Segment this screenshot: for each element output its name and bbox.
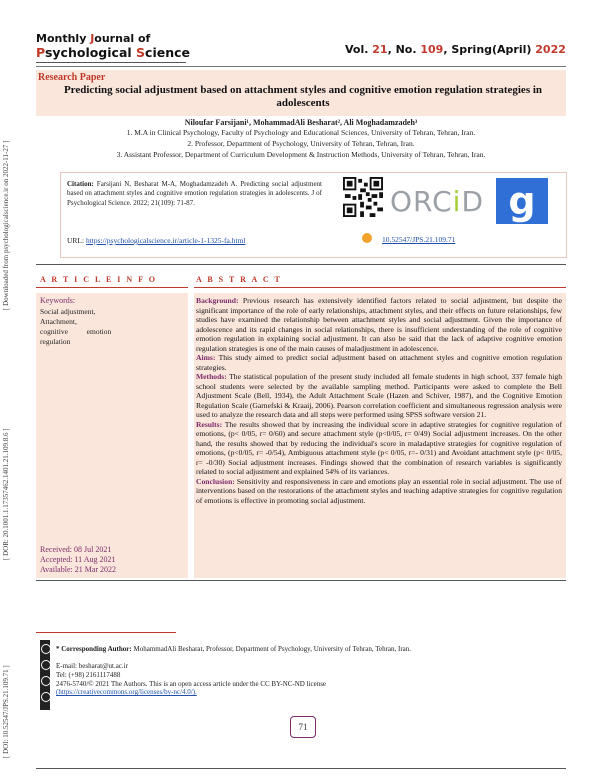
- journal-name: Monthly Journal of Psychological Science: [36, 32, 191, 60]
- article-info-rule: [36, 287, 188, 288]
- doi-icon: [362, 233, 372, 243]
- affiliation-3: 3. Assistant Professor, Department of Curriculum Development & Instruction Methods, University of Tehran, Tehran, Iran.: [116, 150, 486, 159]
- paper-type: Research Paper: [38, 72, 106, 83]
- keyword-item: Social adjustment,: [40, 307, 96, 316]
- accepted-date: Accepted: 11 Aug 2021: [40, 555, 116, 564]
- keyword-item: regulation: [40, 337, 71, 346]
- keyword-item: Attachment,: [40, 317, 77, 326]
- keywords-label: Keywords:: [40, 296, 76, 305]
- abstract-methods: Methods: The statistical population of the present study included all female students in high school, 337 female high school students were selected by the available sampling method. Participants were asked to complete the Bell Adjustment Scale (Bell, 1934), the Adult Attachment Scale (Hazen and Schiver, 1987), and the Cognitive Emotion Regulation Scale (Garnefski & Kraaij, 2006). Pearson correlation coefficient and simultaneous regression analysis were used to analyze the research data and all steps were performed using SPSS software version 21.: [196, 372, 562, 419]
- paper-title: Predicting social adjustment based on attachment styles and cognitive emotion regulation strategies in adolescents: [63, 84, 543, 109]
- article-info-heading: A R T I C L E I N F O: [40, 275, 157, 284]
- license-text: 2476-5740/© 2021 The Authors. This is an open access article under the CC BY-NC-ND license: [56, 679, 327, 688]
- article-url-link[interactable]: https://psychologicalscience.ir/article-1-1325-fa.html: [85, 236, 246, 245]
- qr-code-icon: [343, 177, 383, 217]
- volume-info: Vol. 21, No. 109, Spring(April) 2022: [345, 43, 566, 56]
- abstract-rule: [194, 287, 566, 288]
- download-note: [ Downloaded from psychologicalscience.ir on 2022-11-27 ]: [2, 140, 10, 310]
- available-date: Available: 21 Mar 2022: [40, 565, 117, 574]
- email: E-mail: besharat@ut.ac.ir: [56, 662, 128, 670]
- abstract-heading: A B S T R A C T: [196, 275, 282, 284]
- abstract-bottom-rule: [36, 580, 566, 581]
- footnote-rule: [36, 632, 176, 633]
- received-date: Received: 08 Jul 2021: [40, 545, 112, 554]
- telephone: Tel: (+98) 2161117488: [56, 670, 121, 679]
- corresponding-author: * Corresponding Author: MohammadAli Besharat, Professor, Department of Psychology, University of Tehran, Tehran, Iran.: [56, 645, 412, 653]
- doi: [382, 235, 455, 244]
- affiliation-1: 1. M.A in Clinical Psychology, Faculty of Psychology and Educational Sciences, University of Tehran, Tehran, Iran.: [126, 128, 476, 137]
- abstract-conclusion: Conclusion: Sensitivity and responsiveness in care and emotions play an essential role in social adjustment. The use of interventions based on the restorations of the attachment styles and teaching adaptive strategies for cognitive regulation of emotions is effective in promoting social adjustment.: [196, 476, 562, 505]
- contact-info: [56, 662, 326, 697]
- affiliation-2: 2. Professor, Department of Psychology, University of Tehran, Tehran, Iran.: [187, 139, 415, 148]
- dor-note: [ DOR: 20.1001.1.17357462.1401.21.109.8.6 ]: [2, 428, 10, 560]
- footer-rule: [36, 768, 566, 769]
- doi-note: [ DOI: 10.52547/JPS.21.109.71 ]: [2, 665, 10, 758]
- orcid-logo: ORCiD: [390, 185, 484, 218]
- cc-license-icon: [40, 640, 50, 710]
- abstract-background: Background: Previous research has extensively identified factors related to social adjustment, but despite the significant importance of the role of early relationships, attachment styles, and their effects on future relationships, few studies have examined the relationship between attachment styles and social adjustment. Given the importance of adolescence and its rapid changes in social relationships, there is insufficient understanding of the role of cognitive emotion regulation in explaining social adjustment. It can also be said that the lack of adaptive cognitive emotion regulation strategies is one of the main causes of maladjustment in adolescence.: [196, 296, 562, 353]
- doi-link[interactable]: 10.52547/JPS.21.109.71: [382, 235, 456, 244]
- section-divider: [36, 264, 566, 265]
- license-link[interactable]: (https://creativecommons.org/licenses/by-nc/4.0/).: [56, 688, 197, 697]
- page-number: 71: [290, 716, 316, 738]
- header-divider: [36, 66, 566, 67]
- journal-underline: [36, 62, 186, 63]
- citation-text: Citation: Farsijani N, Besharat M-A, Moghadamzadeh A. Predicting social adjustment based on attachment styles and cognitive emotion regulation strategies in adolescents. J of Psychological Science. 2022; 21(109): 71-87.: [67, 180, 322, 207]
- authors: Niloufar Farsijani¹, MohammadAli Besharat², Ali Moghadamzadeh³: [184, 118, 418, 127]
- article-url: URL: https://psychologicalscience.ir/article-1-1325-fa.html: [67, 236, 246, 245]
- google-scholar-icon: g: [496, 178, 548, 224]
- abstract-text: [196, 296, 562, 505]
- abstract-results: Results: The results showed that by increasing the individual score in adaptive strategies for cognitive regulation of emotions, (p< 0/05, r= 0/60) and secure attachment style (p<0/05, r= 0/49) Social adjustment increases. On the other hand, the results showed that by reducing the individual's score in maladaptive strategies for cognitive regulation of emotions, (p<0/05, r= -0/54), Ambiguous attachment style (p< 0/05, r=- 0/31) and Avoidant attachment style (p< 0/05, r= -0/30) Social adjustment increases. Findings showed that the combination of research variables is significantly related to social adjustment and explained 54% of its variances.: [196, 419, 562, 476]
- abstract-aims: Aims: This study aimed to predict social adjustment based on attachment styles and cognitive emotion regulation strategies.: [196, 353, 562, 372]
- keyword-item: cognitive emotion: [40, 327, 112, 336]
